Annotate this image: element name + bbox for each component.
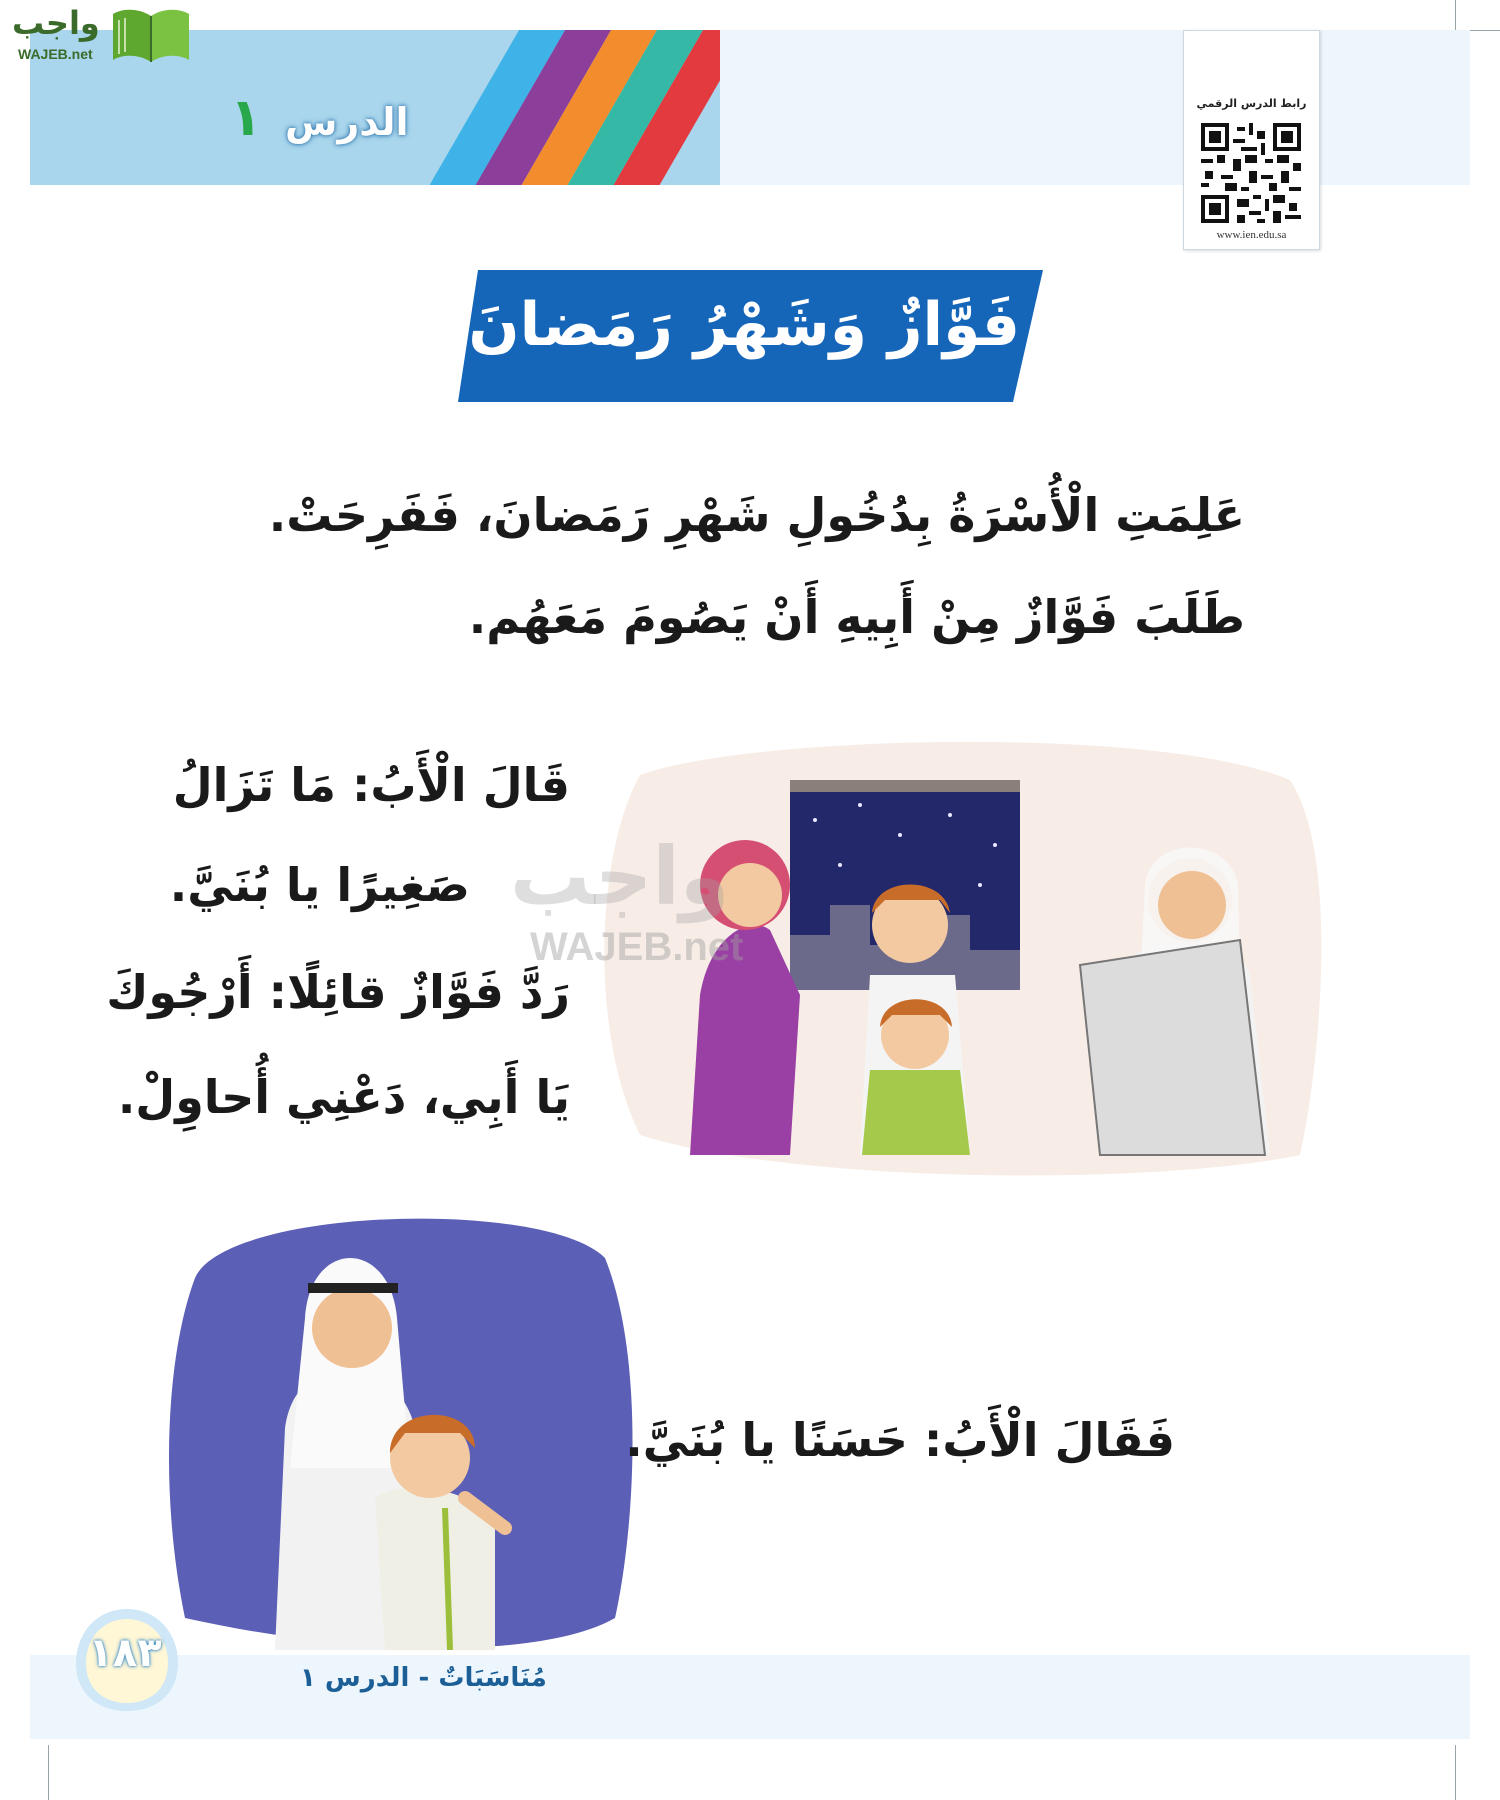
crop-mark	[48, 1745, 49, 1800]
lesson-tag	[230, 88, 409, 148]
footer-band	[30, 1655, 1470, 1739]
lesson-label: الدرس	[284, 100, 409, 144]
watermark-ar: واجب	[510, 830, 730, 923]
watermark-en: WAJEB.net	[530, 925, 744, 969]
dialogue-line-2: صَغِيرًا يا بُنَيَّ.	[169, 858, 470, 912]
dialogue-line-4: يَا أَبِي، دَعْنِي أُحاوِلْ.	[117, 1070, 570, 1124]
book-icon	[111, 8, 191, 64]
paragraph-line-2: طَلَبَ فَوَّازٌ مِنْ أَبِيهِ أَنْ يَصُومَ مَعَهُم.	[468, 590, 1245, 644]
father-son-illustration	[165, 1198, 635, 1650]
dialogue-line-1: قَالَ الْأَبُ: مَا تَزَالُ	[172, 758, 570, 812]
page-number: ١٨٣	[88, 1630, 162, 1676]
qr-code-icon[interactable]	[1201, 123, 1301, 223]
logo-text-en: WAJEB.net	[18, 46, 93, 62]
paragraph-line-1: عَلِمَتِ الْأُسْرَةُ بِدُخُولِ شَهْرِ رَمَضانَ، فَفَرِحَتْ.	[268, 488, 1245, 542]
qr-label: رابط الدرس الرقمي	[1196, 97, 1307, 110]
qr-panel[interactable]	[1183, 30, 1320, 250]
wajeb-logo[interactable]	[6, 4, 191, 66]
logo-text-ar: واجب	[12, 4, 100, 42]
crop-mark	[1470, 30, 1500, 31]
crop-mark	[1455, 0, 1456, 30]
lesson-number: ١	[230, 88, 262, 148]
closing-line: فَقَالَ الْأَبُ: حَسَنًا يا بُنَيَّ.	[625, 1413, 1175, 1467]
dialogue-line-3: رَدَّ فَوَّازٌ قائِلًا: أَرْجُوكَ	[106, 965, 570, 1019]
crop-mark	[1455, 1745, 1456, 1800]
qr-url[interactable]: www.ien.edu.sa	[1216, 229, 1287, 241]
lesson-title: فَوَّازٌ وَشَهْرُ رَمَضانَ	[468, 290, 1020, 360]
footer-unit-text: مُنَاسَبَاتٌ - الدرس ١	[300, 1663, 547, 1693]
